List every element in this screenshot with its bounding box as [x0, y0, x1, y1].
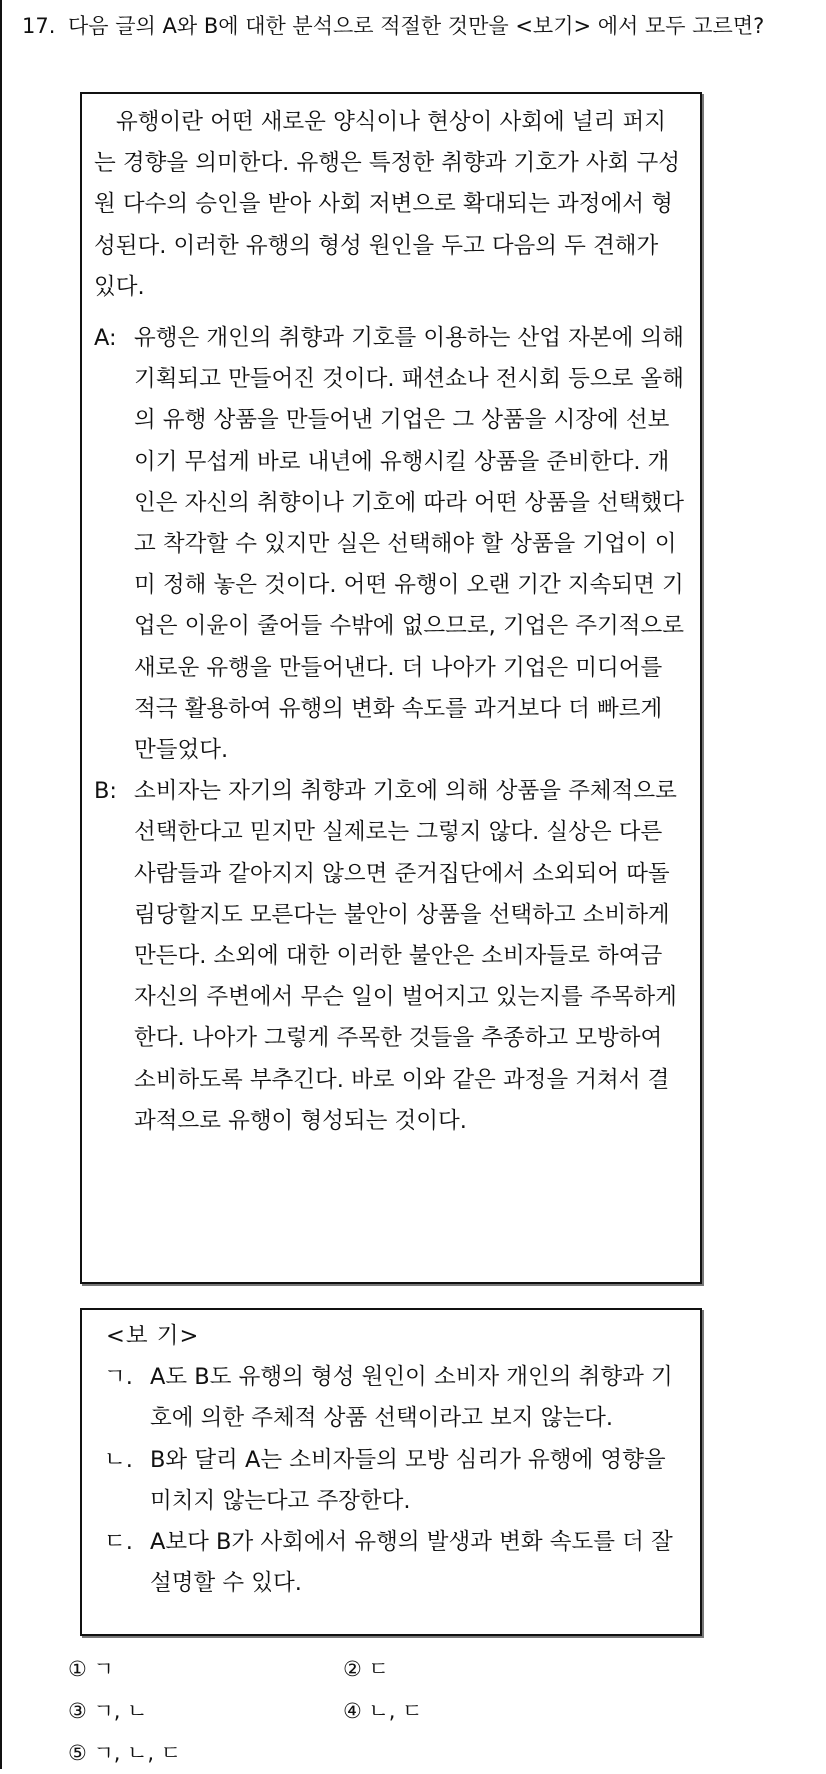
bogi-item-digeut — [104, 1522, 686, 1604]
bogi-item-marker: ㄷ. — [104, 1529, 133, 1556]
question-text: 다음 글의 A와 B에 대한 분석으로 적절한 것만을 <보기> 에서 모두 고르면? — [68, 14, 765, 38]
answer-choices — [68, 1648, 768, 1774]
choice-3[interactable]: ③ ㄱ, ㄴ — [68, 1699, 148, 1723]
view-b-text: 소비자는 자기의 취향과 기호에 의해 상품을 주체적으로 선택한다고 믿지만 실제로는 그렇지 않다. 실상은 다른 사람들과 같아지지 않으면 준거집단에서 소외되어 따돌림당할지도 모른다는 불안이 상품을 선택하고 소비하게 만든다. 소외에 대한 이러한 불안은 소비자들로 하여금 자신의 주변에서 무슨 일이 벌어지고 있는지를 주목하게 한다. 나아가 그렇게 주목한 것들을 추종하고 모방하여 소비하도록 부추긴다. 바로 이와 같은 과정을 거쳐서 결과적으로 유행이 형성되는 것이다. — [134, 778, 677, 1134]
choice-1[interactable]: ① ㄱ — [68, 1657, 114, 1681]
bogi-item-nieun — [104, 1440, 686, 1522]
bogi-item-marker: ㄱ. — [104, 1364, 133, 1391]
question-number: 17. — [22, 14, 56, 38]
choice-row — [68, 1732, 768, 1774]
bogi-title: <보 기> — [106, 1323, 200, 1349]
bogi-box — [80, 1308, 702, 1636]
choice-row — [68, 1648, 768, 1690]
choice-row — [68, 1690, 768, 1732]
view-a-label: A: — [94, 325, 117, 352]
bogi-item-text: A도 B도 유행의 형성 원인이 소비자 개인의 취향과 기호에 의한 주체적 상품 선택이라고 보지 않는다. — [150, 1364, 673, 1432]
choice-5[interactable]: ⑤ ㄱ, ㄴ, ㄷ — [68, 1741, 182, 1765]
bogi-item-text: A보다 B가 사회에서 유행의 발생과 변화 속도를 더 잘 설명할 수 있다. — [150, 1529, 673, 1597]
view-b-label: B: — [94, 778, 118, 805]
question-stem — [22, 10, 802, 42]
passage-intro: 유행이란 어떤 새로운 양식이나 현상이 사회에 널리 퍼지는 경향을 의미한다. 유행은 특정한 취향과 기호가 사회 구성원 다수의 승인을 받아 사회 저변으로 확대되는 과정에서 형성된다. 이러한 유행의 형성 원인을 두고 다음의 두 견해가 있다. — [94, 109, 681, 300]
view-a — [94, 318, 686, 771]
passage-box — [80, 92, 702, 1284]
question — [22, 10, 802, 42]
bogi-item-giyeok — [104, 1357, 686, 1439]
bogi-item-text: B와 달리 A는 소비자들의 모방 심리가 유행에 영향을 미치지 않는다고 주장한다. — [150, 1446, 666, 1514]
view-b — [94, 771, 686, 1142]
view-a-text: 유행은 개인의 취향과 기호를 이용하는 산업 자본에 의해 기획되고 만들어진 것이다. 패션쇼나 전시회 등으로 올해의 유행 상품을 만들어낸 기업은 그 상품을 시장에 선보이기 무섭게 바로 내년에 유행시킬 상품을 준비한다. 개인은 자신의 취향이나 기호에 따라 어떤 상품을 선택했다고 착각할 수 있지만 실은 선택해야 할 상품을 기업이 이미 정해 놓은 것이다. 어떤 유행이 오랜 기간 지속되면 기업은 이윤이 줄어들 수밖에 없으므로, 기업은 주기적으로 새로운 유행을 만들어낸다. 더 나아가 기업은 미디어를 적극 활용하여 유행의 변화 속도를 과거보다 더 빠르게 만들었다. — [134, 325, 684, 764]
bogi-item-marker: ㄴ. — [104, 1446, 133, 1473]
choice-2[interactable]: ② ㄷ — [343, 1657, 389, 1681]
page-left-border — [0, 0, 2, 1769]
choice-4[interactable]: ④ ㄴ, ㄷ — [343, 1699, 423, 1723]
